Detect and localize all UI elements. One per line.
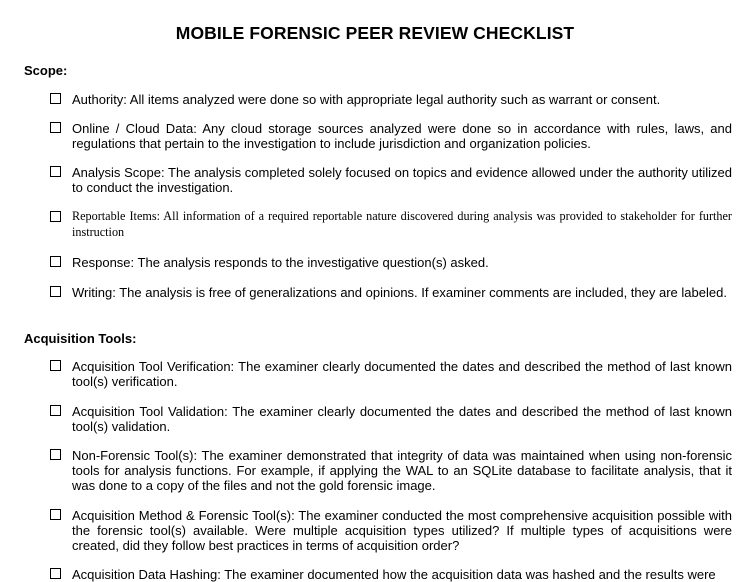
checklist-item-text: Reportable Items: All information of a required reportable nature discovered during analysis was provided to stakeholder for further instruction xyxy=(72,209,732,239)
page-title: MOBILE FORENSIC PEER REVIEW CHECKLIST xyxy=(175,23,575,43)
section-heading-acquisition-tools: Acquisition Tools: xyxy=(24,331,137,346)
checkbox[interactable] xyxy=(50,568,61,579)
checkbox[interactable] xyxy=(50,509,61,520)
checkbox[interactable] xyxy=(50,405,61,416)
checkbox[interactable] xyxy=(50,286,61,297)
checkbox[interactable] xyxy=(50,449,61,460)
checkbox[interactable] xyxy=(50,256,61,267)
checklist-item-text: Analysis Scope: The analysis completed solely focused on topics and evidence allowed under the authority utilized to conduct the investigation. xyxy=(72,165,732,195)
checkbox[interactable] xyxy=(50,166,61,177)
checklist-item-text: Response: The analysis responds to the investigative question(s) asked. xyxy=(72,255,489,270)
checklist-item-text: Writing: The analysis is free of generalizations and opinions. If examiner comments are included, they are labeled. xyxy=(72,285,727,300)
section-heading-scope: Scope: xyxy=(24,63,68,78)
checklist-item-text: Non-Forensic Tool(s): The examiner demonstrated that integrity of data was maintained when using non-forensic tools for analysis functions. For example, if applying the WAL to an SQLite database to facilitate analysis, that it was done to a copy of the files and not the gold forensic image. xyxy=(72,448,732,493)
checkbox[interactable] xyxy=(50,93,61,104)
checklist-item-text: Online / Cloud Data: Any cloud storage sources analyzed were done so in accordance with rules, laws, and regulations that pertain to the investigation to include jurisdiction and organization policies. xyxy=(72,121,732,151)
checklist-item-text: Acquisition Data Hashing: The examiner documented how the acquisition data was hashed and the results were xyxy=(72,567,716,582)
checklist-item-text: Authority: All items analyzed were done so with appropriate legal authority such as warrant or consent. xyxy=(72,92,661,107)
checklist-item-text: Acquisition Method & Forensic Tool(s): The examiner conducted the most comprehensive acquisition possible with the forensic tool(s) available. Were multiple acquisition types utilized? If multiple types of acquisitions were created, did they follow best practices in terms of acquisition order? xyxy=(72,508,732,553)
checkbox[interactable] xyxy=(50,360,61,371)
checklist-item-text: Acquisition Tool Verification: The examiner clearly documented the dates and described the method of last known tool(s) verification. xyxy=(72,359,732,389)
checkbox[interactable] xyxy=(50,211,61,222)
checklist-item-text: Acquisition Tool Validation: The examiner clearly documented the dates and described the method of last known tool(s) validation. xyxy=(72,404,732,434)
checkbox[interactable] xyxy=(50,122,61,133)
